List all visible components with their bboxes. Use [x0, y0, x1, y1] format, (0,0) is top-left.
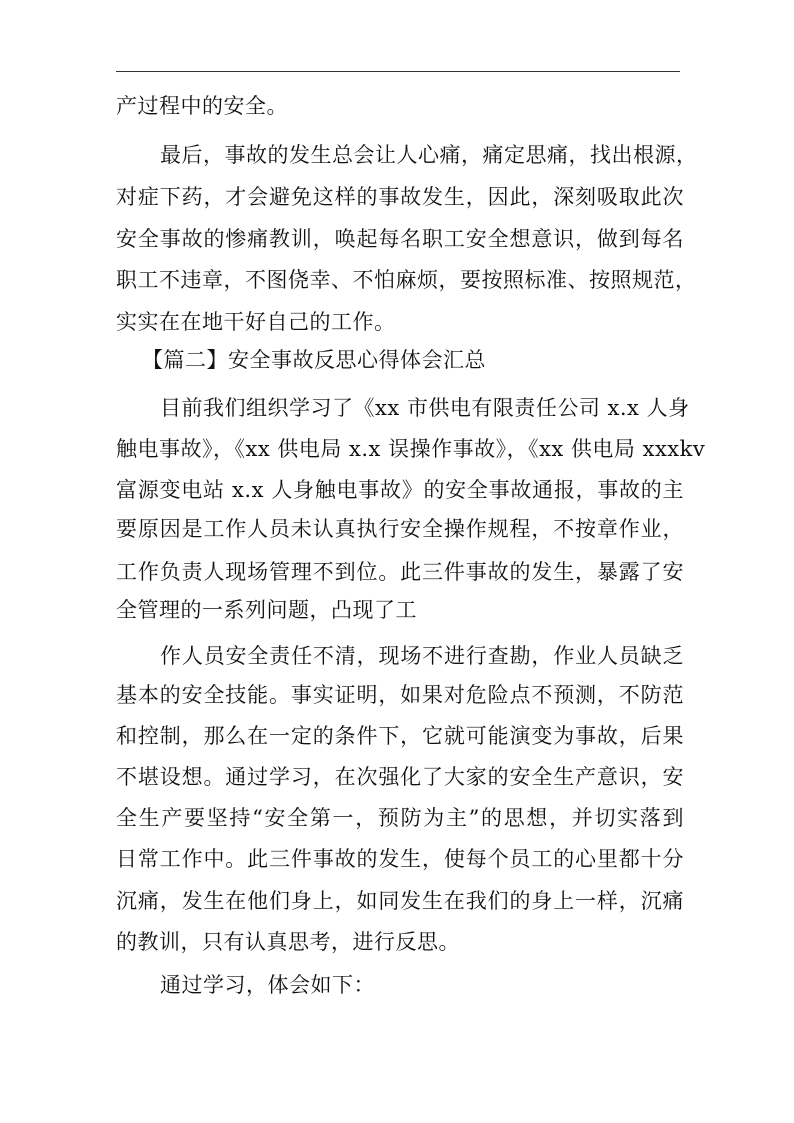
text-line: 全管理的一系列问题，凸现了工 [116, 598, 417, 622]
text-line: 不堪设想。通过学习，在次强化了大家的安全生产意识，安 [116, 765, 684, 789]
text-line: 职工不违章，不图侥幸、不怕麻烦，要按照标准、按照规范， [116, 268, 697, 292]
text-line: 和控制，那么在一定的条件下，它就可能演变为事故，后果 [116, 724, 684, 748]
section-heading: 【篇二】安全事故反思心得体会汇总 [142, 348, 486, 372]
text-line: 实实在在地干好自己的工作。 [116, 310, 396, 334]
text-line: 要原因是工作人员未认真执行安全操作规程，不按章作业， [116, 517, 684, 541]
text-line: 基本的安全技能。事实证明，如果对危险点不预测，不防范 [116, 683, 684, 707]
text-line: 目前我们组织学习了《xx 市供电有限责任公司 x.x 人身 [160, 396, 690, 420]
text-line: 工作负责人现场管理不到位。此三件事故的发生，暴露了安 [116, 560, 684, 584]
text-line: 对症下药，才会避免这样的事故发生，因此，深刻吸取此次 [116, 185, 684, 209]
text-line: 富源变电站 x.x 人身触电事故》的安全事故通报，事故的主 [116, 478, 684, 502]
text-line: 全生产要坚持“安全第一，预防为主”的思想，并切实落到 [116, 806, 684, 830]
text-line: 安全事故的惨痛教训，唤起每名职工安全想意识，做到每名 [116, 227, 684, 251]
text-line: 产过程中的安全。 [116, 94, 288, 118]
text-line: 作人员安全责任不清，现场不进行查勘，作业人员缺乏 [160, 644, 684, 668]
text-line: 通过学习，体会如下： [160, 973, 375, 997]
text-line: 日常工作中。此三件事故的发生，使每个员工的心里都十分 [116, 847, 684, 871]
text-line: 触电事故》，《xx 供电局 x.x 误操作事故》，《xx 供电局 xxxkv [116, 437, 706, 461]
text-line: 最后，事故的发生总会让人心痛，痛定思痛，找出根源， [160, 143, 698, 167]
text-line: 的教训，只有认真思考，进行反思。 [116, 930, 460, 954]
header-rule [116, 71, 680, 72]
text-line: 沉痛，发生在他们身上，如同发生在我们的身上一样，沉痛 [116, 889, 684, 913]
